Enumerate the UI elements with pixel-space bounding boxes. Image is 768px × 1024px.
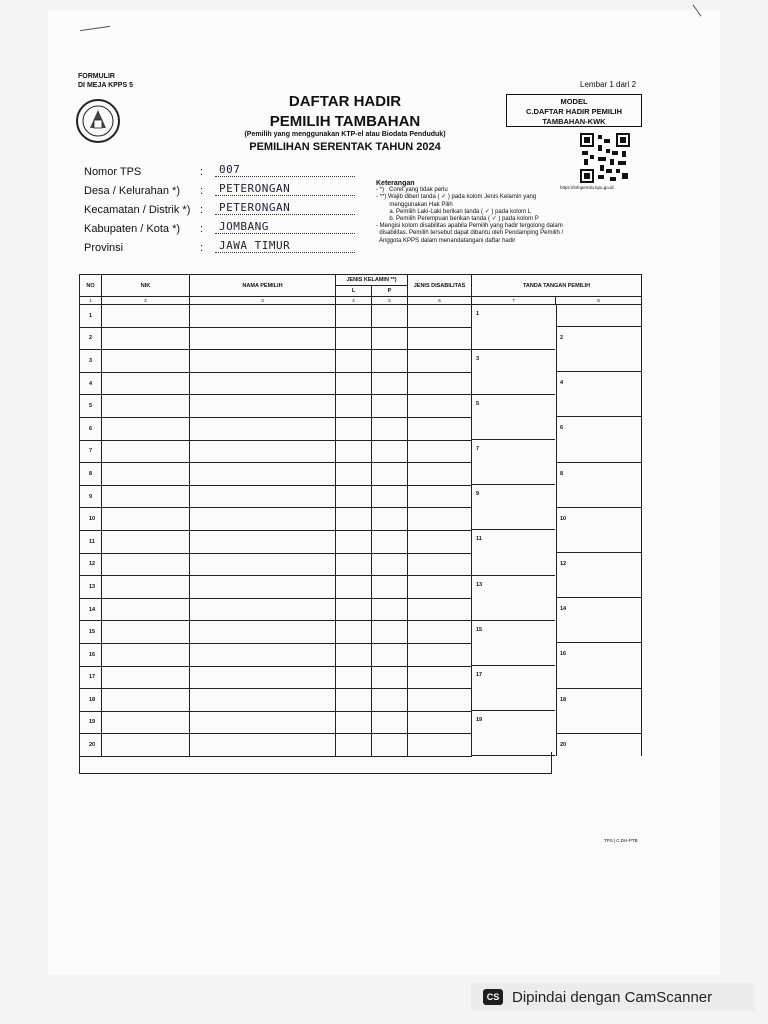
- disabilitas-cell[interactable]: [408, 372, 472, 395]
- nik-cell[interactable]: [102, 417, 190, 440]
- nama-cell[interactable]: [190, 621, 336, 644]
- column-number: 8: [556, 297, 642, 305]
- column-number: 6: [408, 297, 472, 305]
- signature-vdivider: [556, 598, 557, 621]
- row-number: 6: [80, 417, 102, 440]
- nik-cell[interactable]: [102, 463, 190, 486]
- table-row: [80, 666, 642, 689]
- footer-code: TPS | C.DH-PTB: [604, 838, 638, 843]
- camscanner-badge: [471, 983, 755, 1011]
- nama-cell[interactable]: [190, 372, 336, 395]
- nama-cell[interactable]: [190, 305, 336, 328]
- signature-number: 10: [560, 515, 567, 522]
- field-label: Kecamatan / Distrik *): [84, 204, 191, 216]
- table-row: [80, 598, 642, 621]
- disabilitas-cell[interactable]: [408, 508, 472, 531]
- l-cell[interactable]: [336, 372, 372, 395]
- disabilitas-cell[interactable]: [408, 711, 472, 734]
- signature-cell[interactable]: [472, 598, 642, 621]
- table-row: [80, 621, 642, 644]
- column-number: 3: [190, 297, 336, 305]
- l-cell[interactable]: [336, 689, 372, 712]
- disabilitas-cell[interactable]: [408, 395, 472, 418]
- field-value[interactable]: JAWA TIMUR: [215, 239, 355, 253]
- nik-cell[interactable]: [102, 327, 190, 350]
- disabilitas-cell[interactable]: [408, 417, 472, 440]
- l-cell[interactable]: [336, 417, 372, 440]
- header-ttd: TANDA TANGAN PEMILIH: [472, 275, 642, 297]
- p-cell[interactable]: [372, 463, 408, 486]
- nama-cell[interactable]: [190, 666, 336, 689]
- nama-cell[interactable]: [190, 576, 336, 599]
- signature-vdivider: [556, 666, 557, 689]
- p-cell[interactable]: [372, 350, 408, 373]
- row-number: 8: [80, 463, 102, 486]
- disabilitas-cell[interactable]: [408, 305, 472, 328]
- disabilitas-cell[interactable]: [408, 576, 472, 599]
- note-line: - *) Coret yang tidak perlu: [376, 187, 448, 194]
- column-number: 1: [80, 297, 102, 305]
- signature-number: 6: [560, 425, 564, 432]
- signature-cell[interactable]: [472, 463, 642, 486]
- disabilitas-cell[interactable]: [408, 350, 472, 373]
- p-cell[interactable]: [372, 440, 408, 463]
- signature-number: 17: [476, 672, 483, 678]
- row-number: 3: [80, 350, 102, 373]
- table-row: [80, 372, 642, 395]
- disabilitas-cell[interactable]: [408, 621, 472, 644]
- signature-number: 7: [476, 446, 480, 453]
- signature-cell[interactable]: [472, 621, 642, 644]
- disabilitas-cell[interactable]: [408, 485, 472, 508]
- signature-cell[interactable]: [472, 689, 642, 712]
- field-value[interactable]: 007: [215, 163, 355, 177]
- row-number: 17: [80, 666, 102, 689]
- signature-vdivider: [556, 734, 557, 757]
- field-value[interactable]: PETERONGAN: [215, 182, 355, 196]
- p-cell[interactable]: [372, 530, 408, 553]
- p-cell[interactable]: [372, 666, 408, 689]
- l-cell[interactable]: [336, 576, 372, 599]
- row-number: 2: [80, 327, 102, 350]
- header-jenis-kelamin: JENIS KELAMIN **): [336, 275, 408, 286]
- nama-cell[interactable]: [190, 530, 336, 553]
- l-cell[interactable]: [336, 711, 372, 734]
- row-number: 12: [80, 553, 102, 576]
- l-cell[interactable]: [336, 621, 372, 644]
- nik-cell[interactable]: [102, 305, 190, 328]
- nik-cell[interactable]: [102, 372, 190, 395]
- table-row: [80, 463, 642, 486]
- field-label: Desa / Kelurahan *): [84, 185, 180, 197]
- field-label: Nomor TPS: [84, 166, 142, 178]
- row-number: 15: [80, 621, 102, 644]
- signature-number: 16: [560, 651, 567, 658]
- signature-number: 5: [476, 400, 480, 407]
- disabilitas-cell[interactable]: [408, 643, 472, 666]
- field-colon: :: [200, 223, 204, 235]
- l-cell[interactable]: [336, 395, 372, 418]
- disabilitas-cell[interactable]: [408, 327, 472, 350]
- l-cell[interactable]: [336, 350, 372, 373]
- disabilitas-cell[interactable]: [408, 553, 472, 576]
- notes: [376, 180, 636, 245]
- row-number: 9: [80, 485, 102, 508]
- table-row: [80, 530, 642, 553]
- column-number: 2: [102, 297, 190, 305]
- nama-cell[interactable]: [190, 689, 336, 712]
- disabilitas-cell[interactable]: [408, 689, 472, 712]
- signature-vdivider: [556, 643, 557, 666]
- field-colon: :: [200, 185, 204, 197]
- table-row: [80, 643, 642, 666]
- signature-vdivider: [556, 463, 557, 486]
- note-line: - Mengisi kolom disabilitas apabila Pemilih yang hadir tergolong dalam: [376, 223, 563, 230]
- signature-vdivider: [556, 305, 557, 327]
- signature-vdivider: [556, 417, 557, 440]
- field-value[interactable]: JOMBANG: [215, 220, 355, 234]
- row-number: 20: [80, 734, 102, 757]
- row-number: 1: [80, 305, 102, 328]
- form-code: FORMULIR DI MEJA KPPS 5: [78, 73, 133, 89]
- signature-vdivider: [556, 440, 557, 463]
- nama-cell[interactable]: [190, 643, 336, 666]
- row-number: 16: [80, 643, 102, 666]
- l-cell[interactable]: [336, 643, 372, 666]
- signature-number: 8: [560, 470, 564, 477]
- nama-cell[interactable]: [190, 508, 336, 531]
- column-number: 7: [472, 297, 556, 305]
- signature-cell[interactable]: [472, 350, 642, 373]
- row-number: 4: [80, 372, 102, 395]
- signature-vdivider: [556, 711, 557, 734]
- signature-vdivider: [556, 327, 557, 350]
- qr-code-icon: [580, 133, 630, 183]
- note-line: b. Pemilih Perempuan berikan tanda ( ✓ ) pada kolom P: [376, 216, 539, 223]
- signature-cell[interactable]: [472, 440, 642, 463]
- table-footer-box: [79, 752, 552, 774]
- p-cell[interactable]: [372, 508, 408, 531]
- l-cell[interactable]: [336, 508, 372, 531]
- table-row: [80, 327, 642, 350]
- signature-vdivider: [556, 689, 557, 712]
- nama-cell[interactable]: [190, 598, 336, 621]
- table-row: [80, 305, 642, 328]
- nik-cell[interactable]: [102, 689, 190, 712]
- signature-vdivider: [556, 485, 557, 508]
- row-number: 5: [80, 395, 102, 418]
- signature-cell[interactable]: [472, 711, 642, 734]
- signature-number: 3: [476, 355, 480, 362]
- header-disabilitas: JENIS DISABILITAS: [408, 275, 472, 297]
- notes-heading: Keterangan: [376, 180, 415, 187]
- signature-vdivider: [556, 576, 557, 599]
- table-row: [80, 440, 642, 463]
- signature-cell[interactable]: [472, 508, 642, 531]
- signature-number: 19: [476, 717, 483, 724]
- signature-cell[interactable]: [472, 643, 642, 666]
- disabilitas-cell[interactable]: [408, 666, 472, 689]
- nik-cell[interactable]: [102, 395, 190, 418]
- camscanner-text: Dipindai dengan CamScanner: [512, 988, 713, 1006]
- nama-cell[interactable]: [190, 350, 336, 373]
- nik-cell[interactable]: [102, 576, 190, 599]
- field-colon: :: [200, 204, 204, 216]
- p-cell[interactable]: [372, 598, 408, 621]
- nik-cell[interactable]: [102, 666, 190, 689]
- signature-cell[interactable]: [472, 305, 642, 328]
- p-cell[interactable]: [372, 485, 408, 508]
- nik-cell[interactable]: [102, 350, 190, 373]
- nama-cell[interactable]: [190, 440, 336, 463]
- signature-number: 20: [560, 741, 567, 748]
- note-line: Anggota KPPS dalam menandatangani daftar hadir: [376, 237, 516, 244]
- disabilitas-cell[interactable]: [408, 598, 472, 621]
- signature-number: 13: [476, 581, 483, 588]
- note-line: disabilitas. Pemilih tersebut dapat dibantu oleh Pendamping Pemilih /: [376, 230, 564, 237]
- column-number: 5: [372, 297, 408, 305]
- subtitle: (Pemilih yang menggunakan KTP-el atau Biodata Penduduk): [244, 131, 446, 138]
- signature-cell[interactable]: [472, 576, 642, 599]
- nama-cell[interactable]: [190, 711, 336, 734]
- signature-number: 4: [560, 380, 564, 387]
- nik-cell[interactable]: [102, 711, 190, 734]
- signature-number: 12: [560, 561, 567, 568]
- p-cell[interactable]: [372, 305, 408, 328]
- nama-cell[interactable]: [190, 395, 336, 418]
- row-number: 7: [80, 440, 102, 463]
- p-cell[interactable]: [372, 327, 408, 350]
- signature-vdivider: [556, 530, 557, 553]
- p-cell[interactable]: [372, 553, 408, 576]
- nik-cell[interactable]: [102, 553, 190, 576]
- table-row: [80, 395, 642, 418]
- column-number: 4: [336, 297, 372, 305]
- signature-number: 15: [476, 626, 483, 633]
- l-cell[interactable]: [336, 598, 372, 621]
- disabilitas-cell[interactable]: [408, 463, 472, 486]
- note-line: a. Pemilih Laki-Laki berikan tanda ( ✓ ) pada kolom L: [376, 208, 532, 215]
- kpu-logo-icon: [75, 98, 121, 144]
- attendance-table: [79, 274, 642, 757]
- signature-number: 9: [476, 491, 480, 498]
- election-title: PEMILIHAN SERENTAK TAHUN 2024: [249, 141, 441, 153]
- p-cell[interactable]: [372, 372, 408, 395]
- signature-vdivider: [556, 372, 557, 395]
- nama-cell[interactable]: [190, 417, 336, 440]
- nik-cell[interactable]: [102, 598, 190, 621]
- qr-caption: https://infopemilu.kpu.go.id: [560, 185, 614, 190]
- table-row: [80, 417, 642, 440]
- title-line-1: DAFTAR HADIR: [288, 93, 402, 110]
- field-colon: :: [200, 166, 204, 178]
- table-row: [80, 553, 642, 576]
- header-nik: NIK: [102, 275, 190, 297]
- nama-cell[interactable]: [190, 327, 336, 350]
- table-row: [80, 485, 642, 508]
- l-cell[interactable]: [336, 666, 372, 689]
- signature-cell[interactable]: [472, 395, 642, 418]
- l-cell[interactable]: [336, 305, 372, 328]
- row-number: 13: [80, 576, 102, 599]
- signature-number: 14: [560, 606, 567, 613]
- signature-cell[interactable]: [472, 553, 642, 576]
- nik-cell[interactable]: [102, 530, 190, 553]
- l-cell[interactable]: [336, 327, 372, 350]
- l-cell[interactable]: [336, 463, 372, 486]
- title-line-2: PEMILIH TAMBAHAN: [269, 113, 421, 130]
- row-number: 10: [80, 508, 102, 531]
- header-p: P: [372, 286, 408, 297]
- table-row: [80, 576, 642, 599]
- p-cell[interactable]: [372, 576, 408, 599]
- camscanner-icon: CS: [483, 989, 503, 1005]
- p-cell[interactable]: [372, 643, 408, 666]
- p-cell[interactable]: [372, 689, 408, 712]
- nik-cell[interactable]: [102, 485, 190, 508]
- nama-cell[interactable]: [190, 463, 336, 486]
- field-colon: :: [200, 242, 204, 254]
- table-row: [80, 508, 642, 531]
- signature-number: 18: [560, 696, 567, 703]
- table-row: [80, 711, 642, 734]
- l-cell[interactable]: [336, 440, 372, 463]
- signature-vdivider: [556, 395, 557, 418]
- field-label: Provinsi: [84, 242, 124, 254]
- sheet-number: Lembar 1 dari 2: [580, 80, 637, 89]
- signature-cell[interactable]: [472, 417, 642, 440]
- nik-cell[interactable]: [102, 440, 190, 463]
- header-l: L: [336, 286, 372, 297]
- disabilitas-cell[interactable]: [408, 530, 472, 553]
- signature-vdivider: [556, 350, 557, 373]
- signature-cell[interactable]: [472, 666, 642, 689]
- header-no: NO: [80, 275, 102, 297]
- row-number: 11: [80, 530, 102, 553]
- l-cell[interactable]: [336, 485, 372, 508]
- note-line: - **) Wajib diberi tanda ( ✓ ) pada kolom Jenis Kelamin yang: [376, 194, 537, 201]
- field-value[interactable]: PETERONGAN: [215, 201, 355, 215]
- nik-cell[interactable]: [102, 508, 190, 531]
- nama-cell[interactable]: [190, 553, 336, 576]
- model-box: MODEL C.DAFTAR HADIR PEMILIH TAMBAHAN-KWK: [506, 94, 642, 127]
- p-cell[interactable]: [372, 395, 408, 418]
- note-line: menggunakan Hak Pilih: [376, 201, 453, 208]
- nik-cell[interactable]: [102, 643, 190, 666]
- signature-number: 1: [476, 311, 480, 317]
- nik-cell[interactable]: [102, 621, 190, 644]
- header-nama: NAMA PEMILIH: [190, 275, 336, 297]
- signature-number: 2: [560, 335, 564, 342]
- row-number: 18: [80, 689, 102, 712]
- signature-vdivider: [556, 508, 557, 531]
- p-cell[interactable]: [372, 711, 408, 734]
- signature-number: 11: [476, 536, 482, 543]
- signature-cell[interactable]: [472, 530, 642, 553]
- row-number: 14: [80, 598, 102, 621]
- signature-cell[interactable]: [472, 372, 642, 395]
- row-number: 19: [80, 711, 102, 734]
- field-label: Kabupaten / Kota *): [84, 223, 181, 235]
- p-cell[interactable]: [372, 417, 408, 440]
- signature-cell[interactable]: [472, 485, 642, 508]
- disabilitas-cell[interactable]: [408, 440, 472, 463]
- l-cell[interactable]: [336, 530, 372, 553]
- table-row: [80, 689, 642, 712]
- signature-vdivider: [556, 621, 557, 644]
- signature-vdivider: [556, 553, 557, 576]
- nama-cell[interactable]: [190, 485, 336, 508]
- l-cell[interactable]: [336, 553, 372, 576]
- table-row: [80, 350, 642, 373]
- signature-cell[interactable]: [472, 327, 642, 350]
- p-cell[interactable]: [372, 621, 408, 644]
